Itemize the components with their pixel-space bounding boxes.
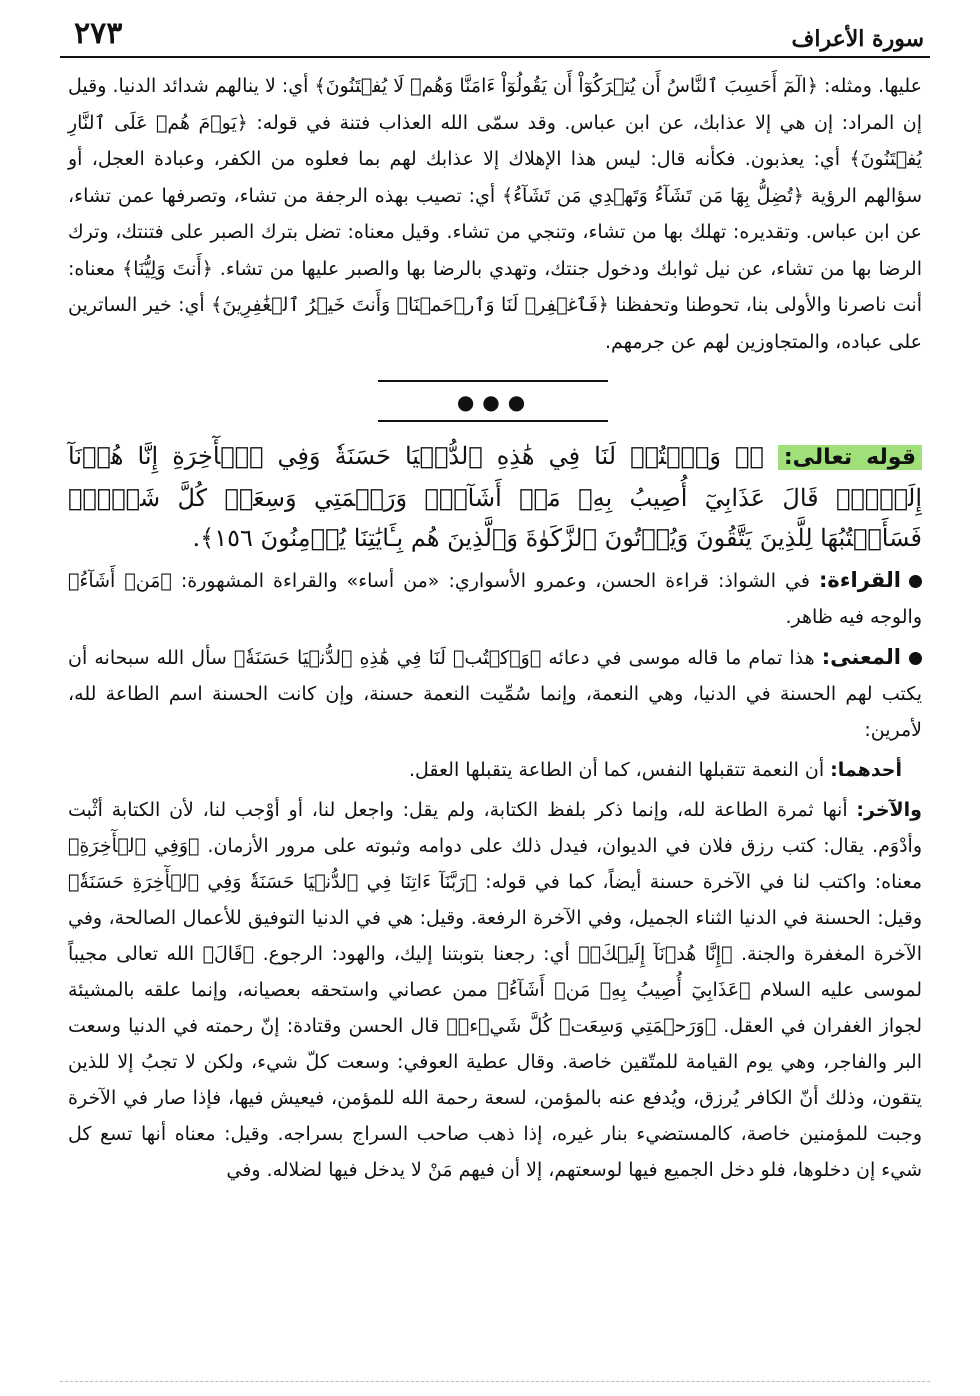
separator-rule-bottom [378,420,608,422]
separator-rule-top [378,380,608,382]
verse-lead-highlighted: قوله تعالى: [778,445,922,470]
maana-text: هذا تمام ما قاله موسى في دعائه ﴿وَٱكۡتُبۡ لَنَا فِي هَٰذِهِ ٱلدُّنۡيَا حَسَنَةٗ﴾ سأل الله سبحانه أن يكتب لهم الحسنة في الدنيا، وهي النعمة، وإنما سُمِّيت النعمة حسنة، وإن كانت الحسنة اسم الطاعة لله، لأمرين: [68,647,922,741]
qiraah-title: القراءة: [818,568,901,592]
document-page [60,12,930,1382]
page-bottom-border [60,1380,930,1382]
separator-dots: ●●● [456,390,534,414]
bullet-icon [909,652,922,665]
intro-paragraph-text: عليها. ومثله: ﴿الٓمٓ أَحَسِبَ ٱلنَّاسُ أَن يُتۡرَكُوٓاْ أَن يَقُولُوٓاْ ءَامَنَّا وَهُمۡ لَا يُفۡتَنُونَ﴾ أي: لا ينالهم شدائد الدنيا. وقيل إن المراد: إن هي إلا عذابك، عن ابن عباس. وقد سمّى الله العذاب فتنة في قوله: ﴿يَوۡمَ هُمۡ عَلَى ٱلنَّارِ يُفۡتَنُونَ﴾ أي: يعذبون. فكأنه قال: ليس هذا الإهلاك إلا عذابك لهم بما فعلوه من الكفر، وعبادة العجل، أو سؤالهم الرؤية ﴿تُضِلُّ بِهَا مَن تَشَآءُ وَتَهۡدِي مَن تَشَآءُ﴾ أي: تصيب بهذه الرجفة من تشاء، وتصرفها عمن تشاء، عن ابن عباس. وتقديره: تهلك بها من تشاء، وتنجي من تشاء. وقيل معناه: تضل بترك الصبر على فتنتك، وترك الرضا بها من تشاء، عن نيل ثوابك ودخول جنتك، وتهدي بالرضا بها والصبر عليها من تشاء. ﴿أَنتَ وَلِيُّنَا﴾ معناه: أنت ناصرنا والأولى بنا، تحوطنا وتحفظنا ﴿فَٱغۡفِرۡ لَنَا وَٱرۡحَمۡنَاۖ وَأَنتَ خَيۡرُ ٱلۡغَٰفِرِينَ﴾ أي: خير الساترين على عباده، والمتجاوزين لهم عن جرمهم. [68,75,922,353]
surah-name: سورة الأعراف [791,26,924,52]
verse-block [60,436,930,558]
second-reason-text: أنها ثمرة الطاعة لله، وإنما ذكر بلفظ الكتابة، ولم يقل: واجعل لنا، أو أوْجب لنا، لأن الكتابة أثْبت وأدْوَم. يقال: كتب رزق فلان في الديوان، فيدل ذلك على دوامه وثبوته على مرور الأزمان. ﴿وَفِي ٱلۡأٓخِرَةِ﴾ معناه: واكتب لنا في الآخرة حسنة أيضاً، كما في قوله: ﴿رَبَّنَآ ءَاتِنَا فِي ٱلدُّنۡيَا حَسَنَةٗ وَفِي ٱلۡأٓخِرَةِ حَسَنَةٗ﴾ وقيل: الحسنة في الدنيا الثناء الجميل، وفي الآخرة الرفعة. وقيل: هي في الدنيا التوفيق للأعمال الصالحة، وفي الآخرة المغفرة والجنة. ﴿إِنَّا هُدۡنَآ إِلَيۡكَۚ﴾ أي: رجعنا بتوبتنا إليك، والهود: الرجوع. ﴿قَالَ﴾ الله تعالى مجيباً لموسى عليه السلام ﴿عَذَابِيٓ أُصِيبُ بِهِۦ مَنۡ أَشَآءُ﴾ ممن عصاني واستحقه بعصيانه، وإنما علقه بالمشيئة لجواز الغفران في العقل. ﴿وَرَحۡمَتِي وَسِعَتۡ كُلَّ شَيۡءٖ﴾ قال الحسن وقتادة: إنّ رحمته في الدنيا وسعت البر والفاجر، وهي يوم القيامة للمتّقين خاصة. وقال عطية العوفي: وسعت كلّ شيء، ولكن لا تجبُ إلا للذين يتقون، وذلك أنّ الكافر يُرزق، ويُدفع عنه بالمؤمن، لسعة رحمة الله للمؤمن، فيعيش فيها، فإذا صار في الآخرة وجبت للمؤمنين خاصة، كالمستضيء بنار غيره، إذا ذهب صاحب السراج بسراجه. وقيل: معناه أنها تسع كل شيء إن دخلوها، فلو دخل الجميع فيها لوسعتهم، إلا أن فيهم مَنْ لا يدخل فيها لضلاله. وفي [68,799,922,1181]
page-number: ٢٧٣ [74,16,123,51]
second-reason [60,792,930,1188]
second-reason-label: والآخر: [856,799,922,821]
bullet-icon [909,575,922,588]
verse-text: ﴿۞ وَٱكۡتُبۡ لَنَا فِي هَٰذِهِ ٱلدُّنۡيَا حَسَنَةٗ وَفِي ٱلۡأٓخِرَةِ إِنَّا هُدۡنَآ إِلَيۡكَۚ قَالَ عَذَابِيٓ أُصِيبُ بِهِۦ مَنۡ أَشَآءُۖ وَرَحۡمَتِي وَسِعَتۡ كُلَّ شَيۡءٖۚ فَسَأَكۡتُبُهَا لِلَّذِينَ يَتَّقُونَ وَيُؤۡتُونَ ٱلزَّكَوٰةَ وَٱلَّذِينَ هُم بِـَٔايَٰتِنَا يُؤۡمِنُونَ ١٥٦﴾. [68,442,922,552]
intro-paragraph [60,68,930,360]
maana-title: المعنى: [821,645,901,669]
section-separator [60,368,930,432]
qiraah-text: في الشواذ: قراءة الحسن، وعمرو الأسواري: «من أساء» والقراءة المشهورة: ﴿مَنۡ أَشَآءُ﴾ والوجه فيه ظاهر. [68,570,922,628]
maana-section [60,639,930,748]
qiraah-section [60,562,930,635]
first-reason [60,752,930,788]
first-reason-text: أن النعمة تتقبلها النفس، كما أن الطاعة يتقبلها العقل. [408,759,825,781]
first-reason-label: أحدهما: [830,759,902,781]
page-header [60,12,930,58]
